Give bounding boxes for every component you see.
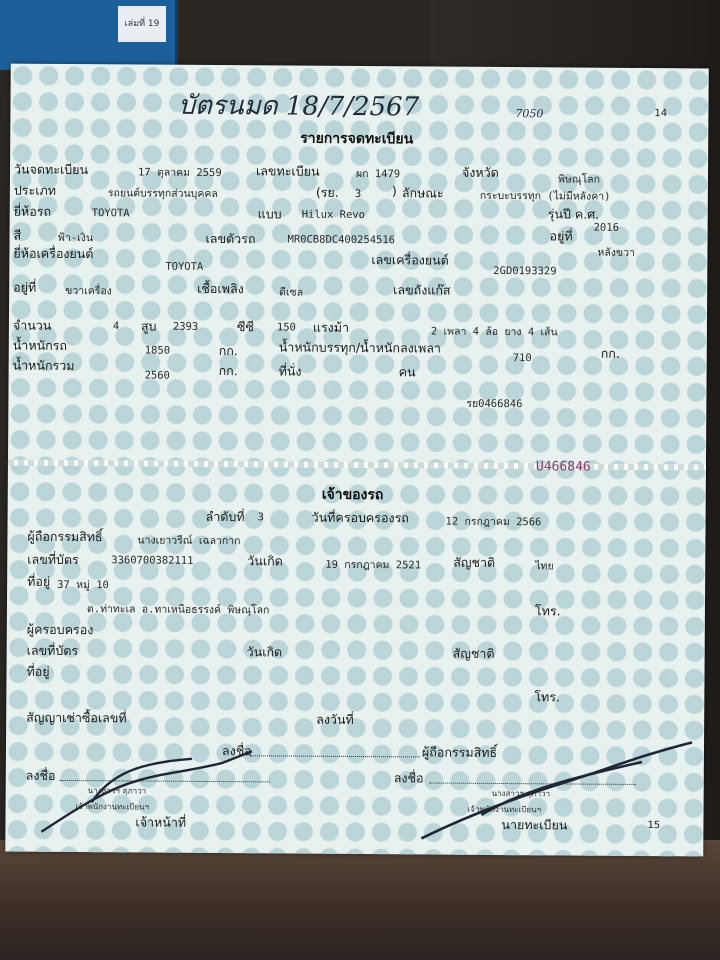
possession-date-label: วันที่ครอบครองรถ: [311, 509, 409, 526]
chassis-location-label: อยู่ที่: [549, 228, 573, 244]
fuel: ดีเซล: [279, 286, 304, 299]
hire-purchase-label: สัญญาเช่าซื้อเลขที่: [26, 709, 127, 726]
blue-booklet: [0, 0, 178, 70]
date-of-birth: 19 กรกฎาคม 2521: [325, 558, 422, 572]
registration-document: [5, 64, 708, 857]
possessor-phone-label: โทร.: [534, 689, 561, 705]
seats-label: ที่นั่ง: [278, 363, 302, 379]
cc-label: ซีซี: [236, 319, 254, 335]
holder-sign-line: [250, 755, 420, 757]
horsepower: 150: [276, 321, 296, 334]
possessor-dob-label: วันเกิด: [246, 644, 283, 660]
engine-number: 2GD0193329: [493, 264, 557, 278]
registrar-printed-title: เจ้าพนักงานทะเบียนฯ: [467, 804, 542, 815]
signed-date-label: ลงวันที่: [316, 711, 354, 727]
engine-brand-label: ยี่ห้อเครื่องยนต์: [13, 245, 94, 262]
page-number-bottom: 15: [647, 820, 661, 832]
province: พิษณุโลก: [557, 173, 601, 186]
vehicle-type: รถยนต์บรรทุกส่วนบุคคล: [107, 187, 218, 201]
holder-role-label: ผู้ถือกรรมสิทธิ์: [421, 744, 498, 760]
weight-label: น้ำหนักรถ: [12, 337, 68, 353]
fuel-label: เชื้อเพลิง: [197, 280, 244, 297]
nationality-label: สัญชาติ: [453, 554, 496, 570]
model-year: 2016: [593, 221, 619, 234]
engine-number-label: เลขเครื่องยนต์: [371, 252, 449, 268]
style-label: ลักษณะ: [401, 185, 444, 201]
holder-sign-label: ลงชื่อ: [221, 743, 252, 759]
vehicle-weight: 1850: [144, 344, 171, 357]
total-weight-label: น้ำหนักรวม: [12, 357, 75, 374]
engine-location-label: อยู่ที่: [13, 279, 37, 295]
nationality: ไทย: [535, 560, 554, 573]
count-label: จำนวน: [12, 317, 52, 333]
seats-unit: คน: [398, 364, 416, 380]
type-label: ประเภท: [13, 182, 57, 198]
cylinders: 4: [112, 320, 120, 333]
registrar-printed-name: นางสาวฯ สุภาวา: [491, 788, 551, 799]
body-style: กระบะบรรทุก (ไม่มีหลังคา): [479, 189, 611, 203]
engine-location: ขวาเครื่อง: [65, 284, 112, 298]
brand-label: ยี่ห้อรถ: [13, 203, 52, 219]
handwritten-note: บัตรนมด 18/7/2567: [178, 90, 420, 123]
kg-unit-1: กก.: [218, 343, 238, 359]
chassis-label: เลขตัวรถ: [205, 230, 256, 247]
id-card-label: เลขที่บัตร: [27, 551, 79, 568]
chassis-location: หลังขวา: [597, 246, 635, 259]
color: ฟ้า-เงิน: [57, 231, 94, 245]
registrar-label: นายทะเบียน: [501, 817, 568, 833]
perforation-fold: [8, 460, 706, 471]
address-line-1: 37 หมู่ 10: [57, 578, 109, 592]
ry-value: 3: [354, 187, 362, 201]
plate-label: เลขทะเบียน: [255, 163, 320, 179]
order-label: ลำดับที่: [205, 508, 245, 525]
holder-name-label: ผู้ถือกรรมสิทธิ์: [27, 528, 103, 545]
year-label: รุ่นปี ค.ศ.: [547, 206, 600, 222]
officer-sign-label: ลงชื่อ: [25, 767, 56, 783]
model-label: แบบ: [257, 206, 282, 222]
chassis-number: MR0CB8DC400254516: [287, 233, 396, 247]
possessor-nationality-label: สัญชาติ: [452, 645, 495, 661]
owner-order: 3: [257, 511, 264, 524]
possessor-label: ผู้ครอบครอง: [26, 621, 94, 638]
id-card-number: 3360700382111: [111, 554, 194, 567]
gas-tank-label: เลขถังแก๊ส: [393, 282, 451, 298]
document-serial: รย0466846: [466, 397, 523, 411]
holder-name: นางเยาวรีณ์ เฉลากาก: [137, 534, 241, 548]
officer-label: เจ้าหน้าที่: [135, 814, 187, 830]
possessor-address-label: ที่อยู่: [26, 663, 50, 679]
officer-printed-title: เจ้าพนักงานทะเบียนฯ: [75, 802, 150, 812]
handwritten-extra: 7050: [515, 107, 544, 121]
phone-label: โทร.: [534, 603, 561, 619]
kg-unit-2: กก.: [600, 345, 620, 361]
registrar-sign-label: ลงชื่อ: [393, 770, 424, 786]
brand: TOYOTA: [91, 207, 130, 220]
address-line-2: ต.ท่าทะเล อ.ทาเหนือธรรงค์ พิษณุโลก: [86, 603, 270, 617]
registration-title: รายการจดทะเบียน: [300, 130, 414, 148]
address-label: ที่อยู่: [27, 573, 51, 589]
ry-close: ): [391, 183, 397, 199]
ry-label: (รย.: [315, 184, 339, 200]
reg-date-label: วันจดทะเบียน: [13, 161, 89, 178]
page-number-top: 14: [654, 108, 668, 120]
wooden-table: [0, 840, 720, 960]
reg-date: 17 ตุลาคม 2559: [137, 166, 222, 180]
kg-unit-3: กก.: [218, 363, 238, 379]
model: Hilux Revo: [301, 208, 365, 222]
cylinders-label: สูบ: [140, 318, 157, 334]
total-weight: 2560: [144, 369, 170, 382]
cc: 2393: [172, 320, 199, 333]
serial-stamp: U466846: [535, 459, 591, 475]
booklet-label: เล่มที่ 19: [118, 6, 166, 42]
owner-title: เจ้าของรถ: [321, 486, 384, 504]
officer-signature: [31, 732, 262, 844]
horsepower-label: แรงม้า: [312, 319, 350, 335]
load-weight: 710: [512, 352, 532, 365]
possessor-id-label: เลขที่บัตร: [26, 642, 79, 659]
axles-wheels: 2 เพลา 4 ล้อ ยาง 4 เส้น: [430, 325, 558, 339]
color-label: สี: [13, 227, 22, 243]
engine-brand: TOYOTA: [165, 260, 204, 273]
dob-label: วันเกิด: [247, 553, 283, 569]
load-label: น้ำหนักบรรทุก/น้ำหนักลงเพลา: [278, 339, 442, 356]
officer-printed-name: นางสาวฯ สุภาวา: [87, 786, 147, 796]
plate-number: ผก 1479: [355, 167, 401, 181]
province-label: จังหวัด: [461, 164, 499, 180]
possession-date: 12 กรกฎาคม 2566: [445, 515, 542, 529]
